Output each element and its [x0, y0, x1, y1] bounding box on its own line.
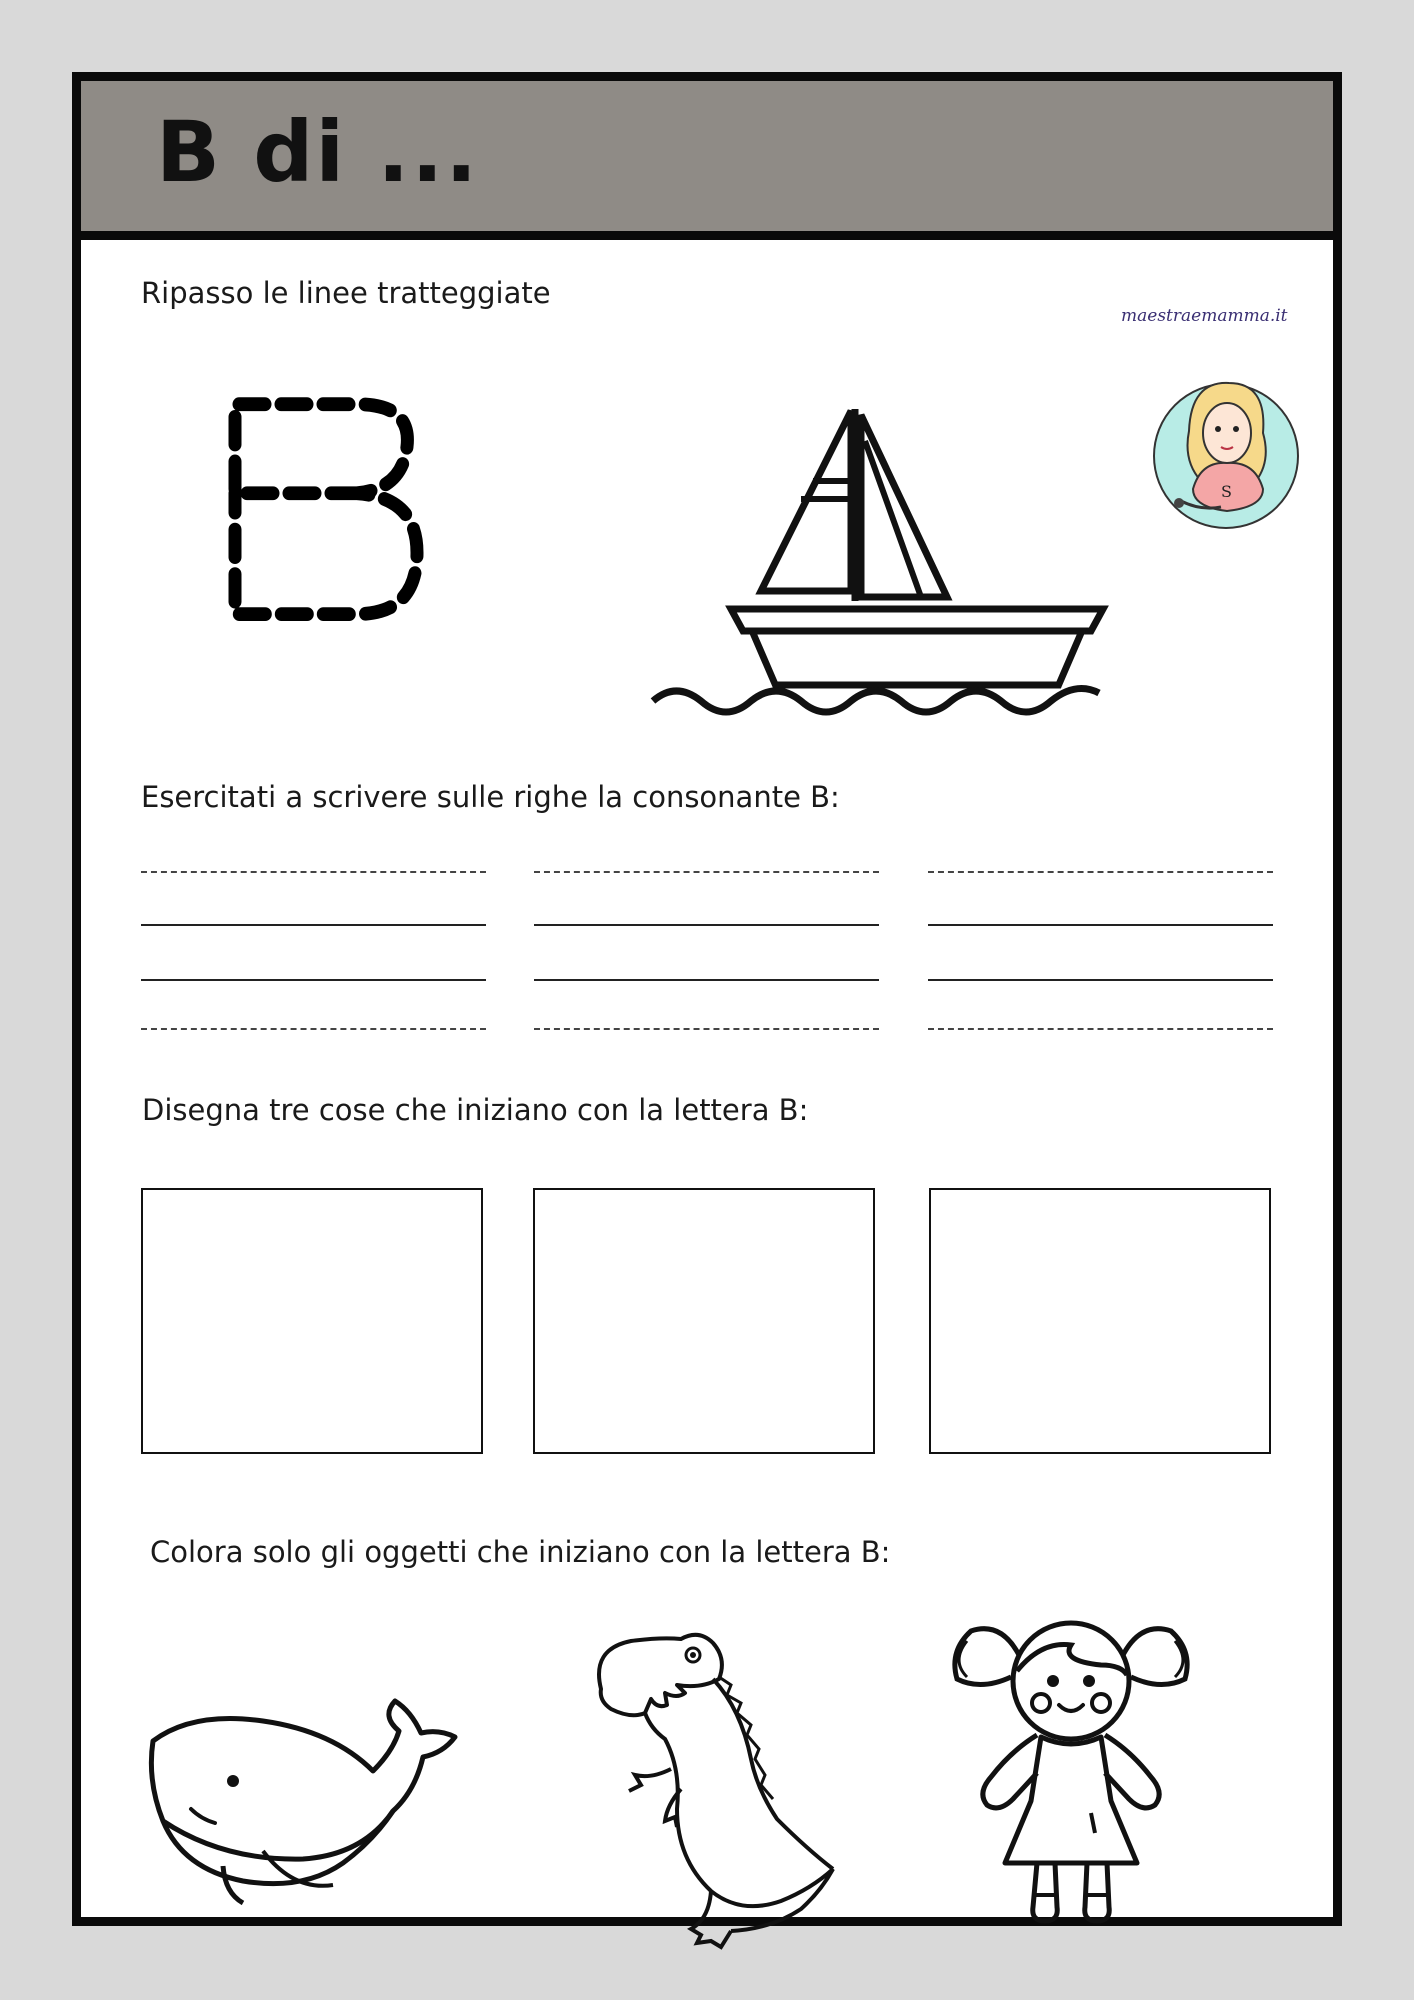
dashed-guide-line [534, 1028, 879, 1030]
dinosaur-icon[interactable] [581, 1629, 861, 1959]
doll-icon[interactable] [941, 1601, 1201, 1941]
writing-lines-3[interactable] [928, 856, 1273, 1026]
drawing-box-2[interactable] [533, 1188, 875, 1454]
writing-line [141, 924, 486, 926]
dashed-guide-line [928, 1028, 1273, 1030]
worksheet-page [72, 72, 1342, 1926]
whale-icon[interactable] [143, 1641, 493, 1941]
writing-lines-2[interactable] [534, 856, 879, 1026]
header-bar [81, 81, 1333, 240]
writing-line [141, 979, 486, 981]
svg-text:S: S [1221, 482, 1232, 501]
coloring-instruction: Colora solo gli oggetti che iniziano con la lettera B: [150, 1535, 891, 1569]
dashed-guide-line [928, 871, 1273, 873]
tracing-instruction: Ripasso le linee tratteggiate [141, 276, 551, 310]
writing-instruction: Esercitati a scrivere sulle righe la consonante B: [141, 780, 840, 814]
writing-line [534, 924, 879, 926]
site-logo [1121, 306, 1331, 541]
writing-lines-1[interactable] [141, 856, 486, 1026]
sailboat-icon [651, 401, 1101, 731]
dashed-letter-b-icon [201, 381, 441, 681]
writing-line [928, 979, 1273, 981]
dashed-guide-line [141, 1028, 486, 1030]
dashed-guide-line [534, 871, 879, 873]
page-title: B di ... [156, 103, 480, 201]
drawing-instruction: Disegna tre cose che iniziano con la lettera B: [142, 1093, 809, 1127]
logo-text: maestraemamma.it [1121, 306, 1288, 326]
drawing-box-3[interactable] [929, 1188, 1271, 1454]
writing-line [534, 979, 879, 981]
drawing-box-1[interactable] [141, 1188, 483, 1454]
dashed-guide-line [141, 871, 486, 873]
writing-line [928, 924, 1273, 926]
girl-avatar-icon [1121, 306, 1331, 541]
